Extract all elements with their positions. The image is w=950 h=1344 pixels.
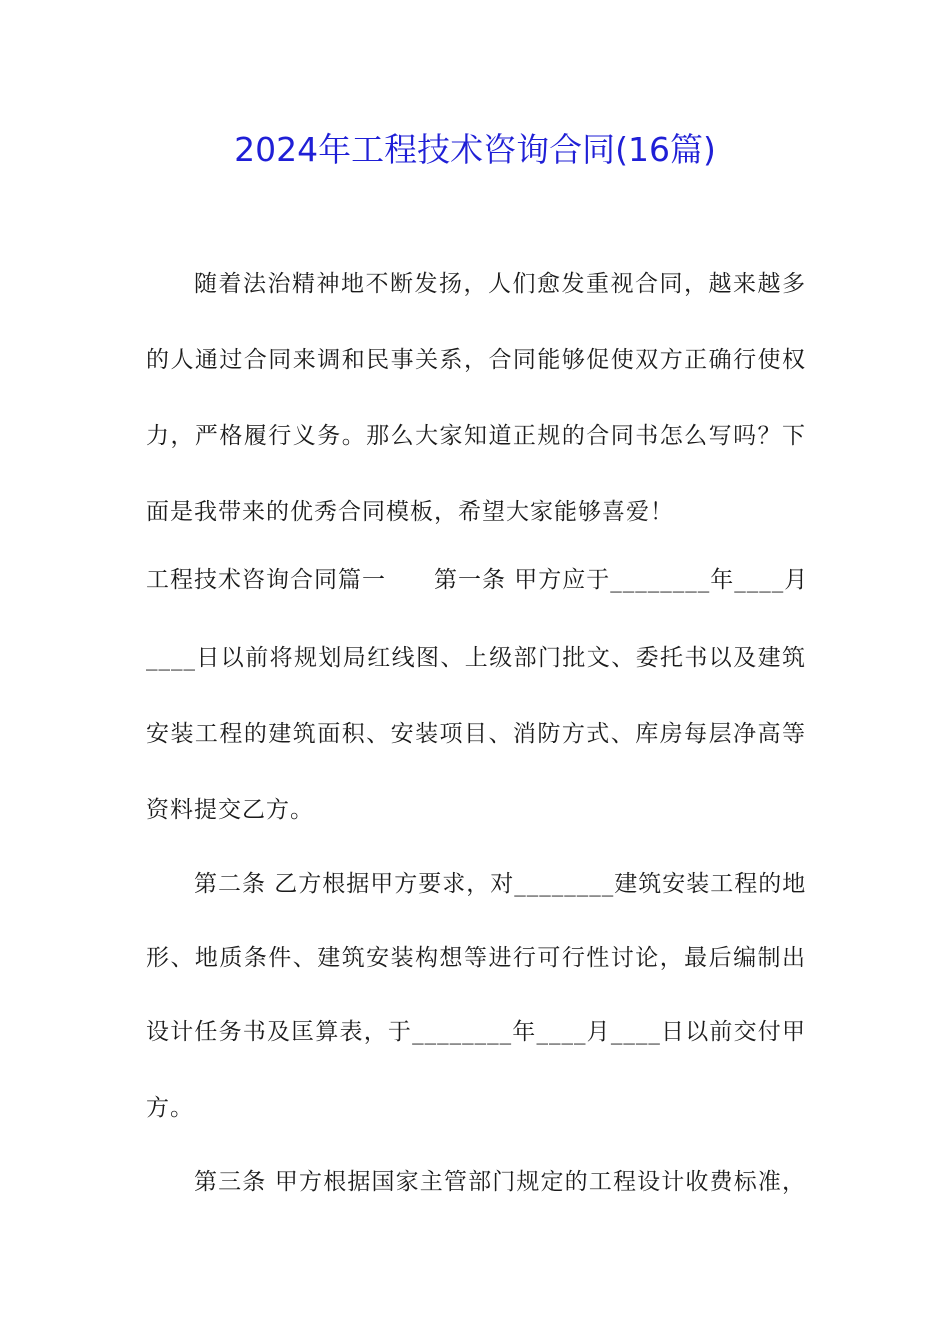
- paragraph-line: 第三条 甲方根据国家主管部门规定的工程设计收费标准，: [194, 1169, 806, 1195]
- paragraph-line: 面是我带来的优秀合同模板，希望大家能够喜爱！: [146, 499, 674, 525]
- paragraph-line: 随着法治精神地不断发扬，人们愈发重视合同，越来越多: [194, 271, 806, 297]
- paragraph-line: 工程技术咨询合同篇一 第一条 甲方应于________年____月: [146, 567, 809, 593]
- paragraph-line: 第二条 乙方根据甲方要求，对________建筑安装工程的地: [194, 871, 807, 897]
- paragraph-line: 的人通过合同来调和民事关系，合同能够促使双方正确行使权: [146, 347, 806, 373]
- document-title: 2024年工程技术咨询合同(16篇): [234, 130, 716, 169]
- paragraph-line: 设计任务书及匡算表，于________年____月____日以前交付甲: [146, 1019, 806, 1045]
- paragraph-line: 形、地质条件、建筑安装构想等进行可行性讨论，最后编制出: [146, 945, 806, 971]
- paragraph-line: 安装工程的建筑面积、安装项目、消防方式、库房每层净高等: [146, 721, 806, 747]
- paragraph-line: 方。: [146, 1095, 194, 1121]
- paragraph-line: 力，严格履行义务。那么大家知道正规的合同书怎么写吗？下: [146, 423, 806, 449]
- paragraph-line: ____日以前将规划局红线图、上级部门批文、委托书以及建筑: [146, 645, 806, 671]
- paragraph-line: 资料提交乙方。: [146, 797, 314, 823]
